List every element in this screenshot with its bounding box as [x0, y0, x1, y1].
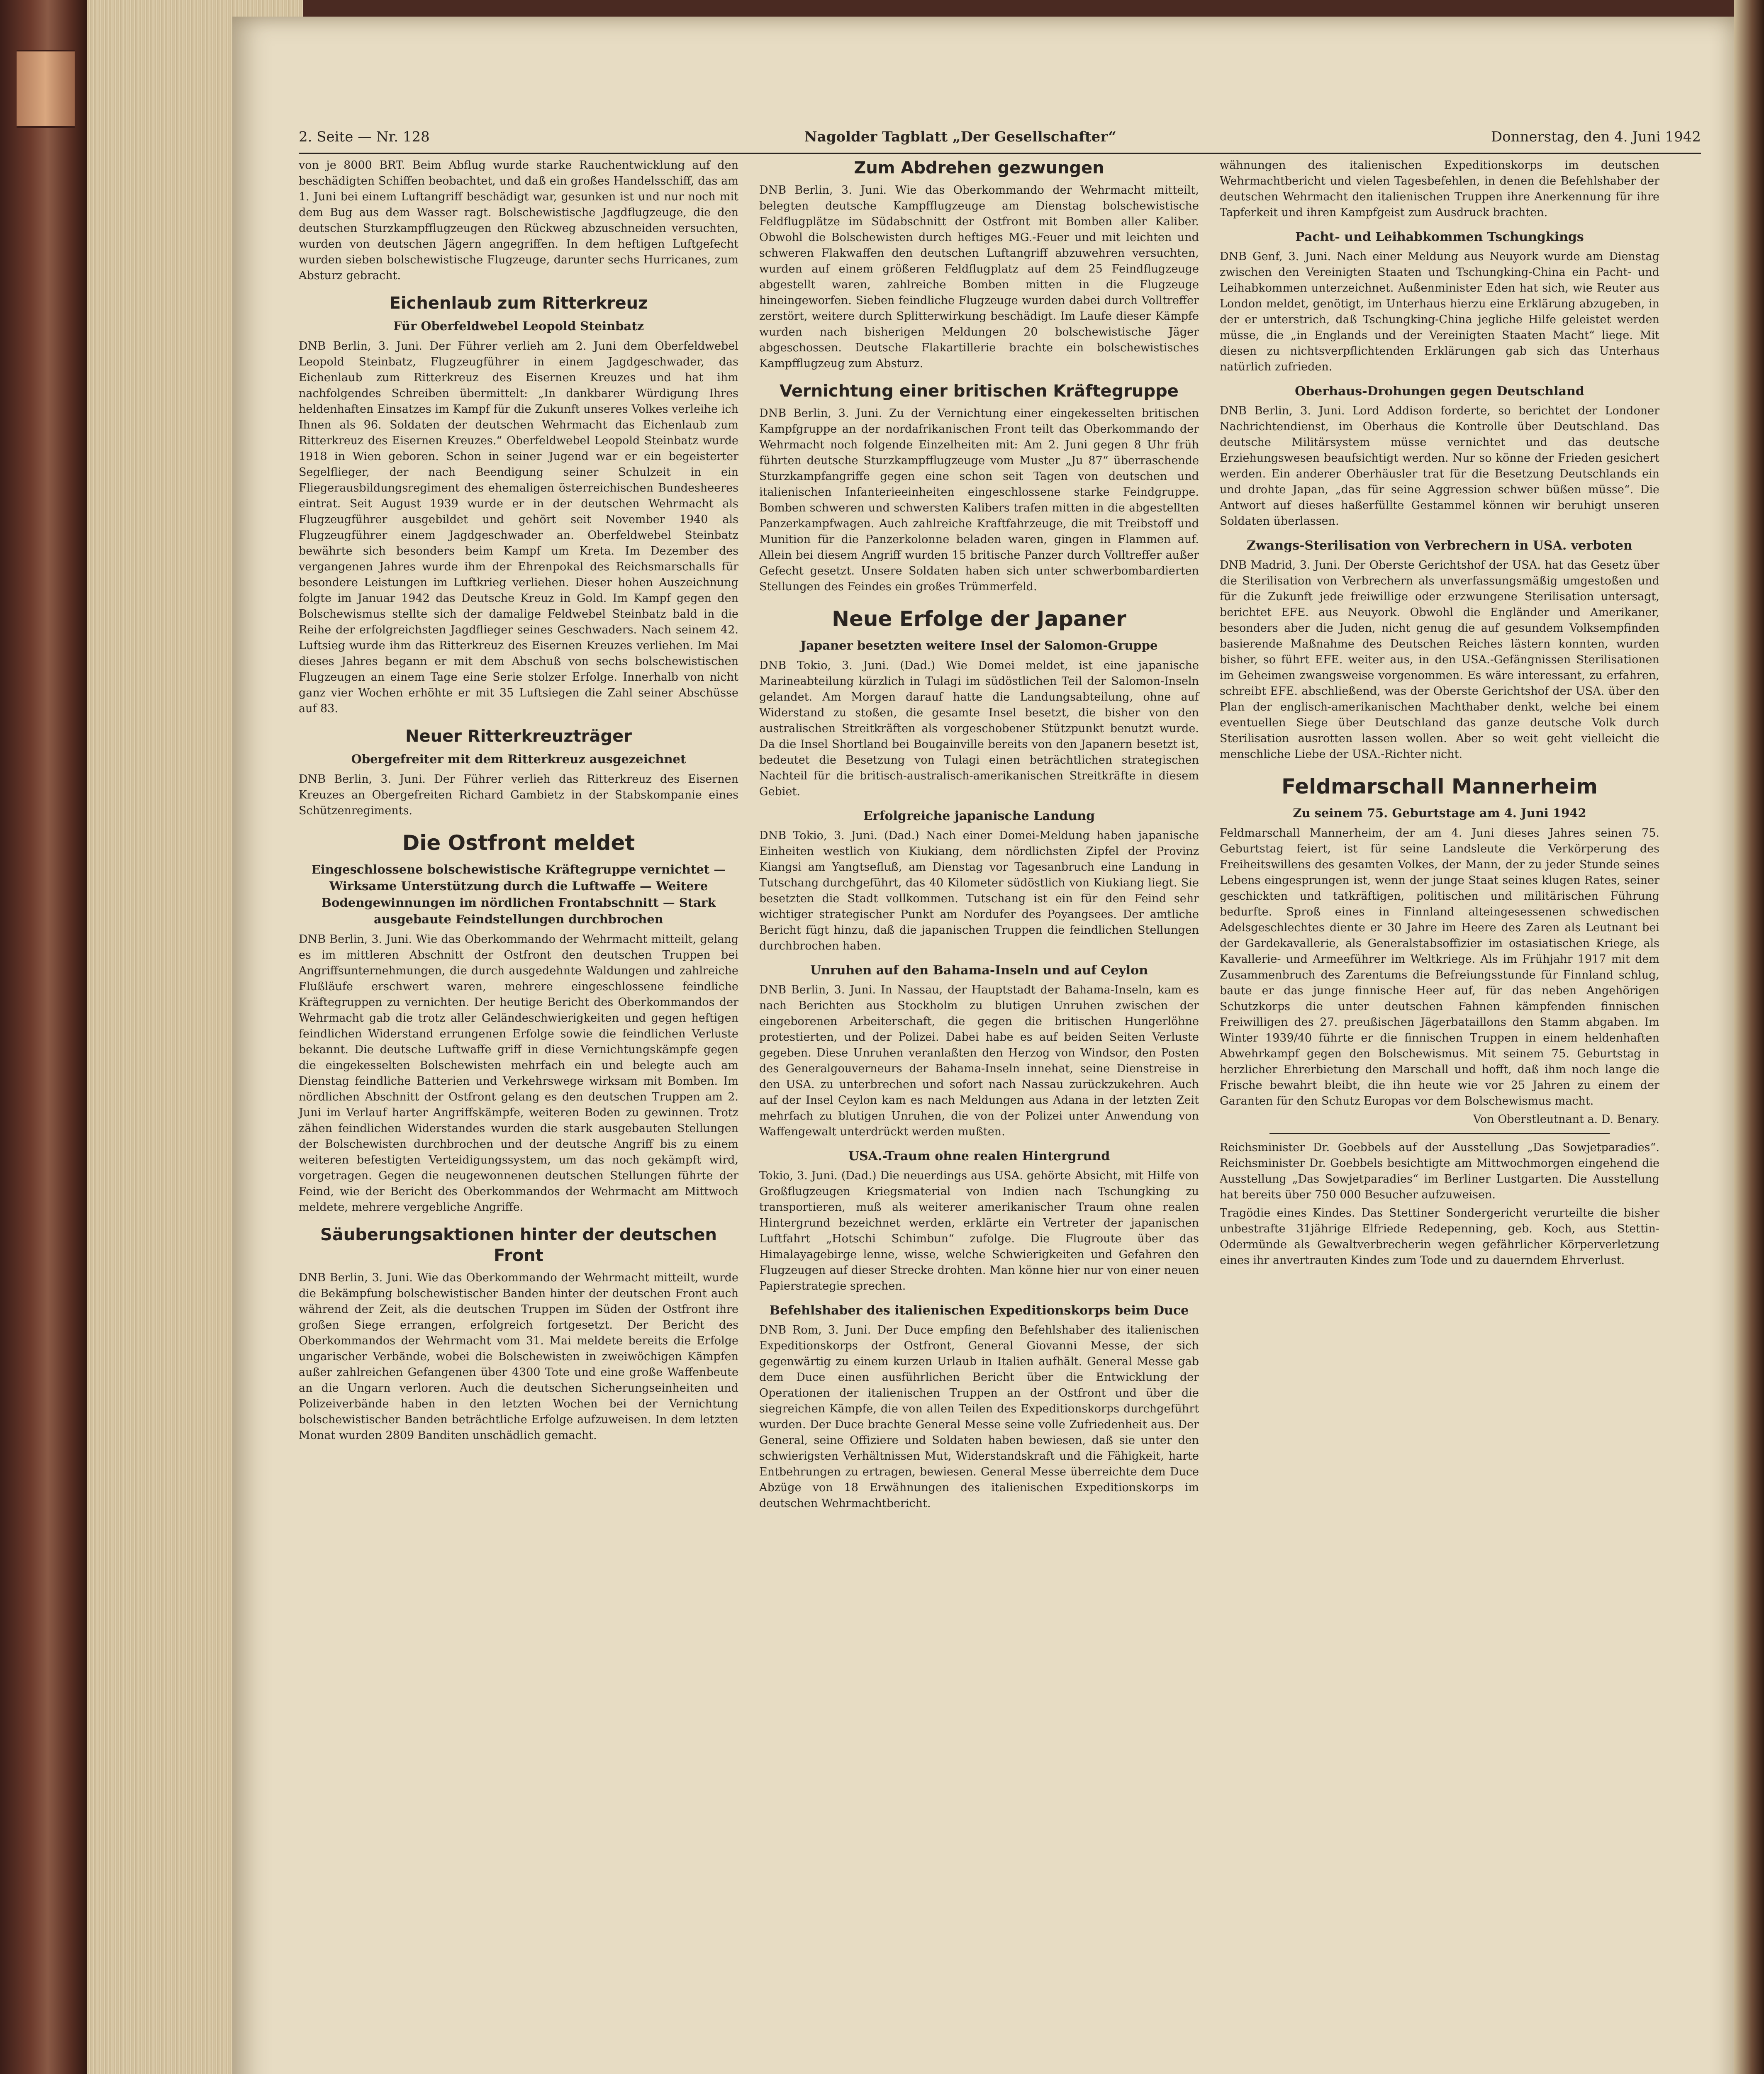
headline: Pacht- und Leihabkommen Tschungkings: [1295, 230, 1584, 244]
column-1: [299, 158, 738, 1446]
article-text: DNB Berlin, 3. Juni. Der Führer verlieh am 2. Juni dem Oberfeldwebel Leopold Steinbatz, Flugzeugführer in einem Jagdgeschwader, das Eichenlaub zum Ritterkreuz des Eisernen Kreuzes und hat ihm nachfolgendes Schreiben übermittelt: „In dankbarer Würdigung Ihres heldenhaften Einsatzes im Kampf für die Zukunft unseres Volkes verleihe ich Ihnen als 96. Soldaten der deutschen Wehrmacht das Eichenlaub zum Ritterkreuz des Eisernen Kreuzes.“ Oberfeldwebel Leopold Steinbatz wurde 1918 in Wien geboren. Schon in seiner Jugend war er ein begeisterter Segelflieger, der nach Beendigung seiner Schulzeit in ein Fliegerausbildungsregiment des ehemaligen österreichischen Bundesheeres eintrat. Seit August 1939 wurde er in der deutschen Wehrmacht als Flugzeugführer ausgebildet und gehört seit November 1940 als Flugzeugführer einem Jagdgeschwader an. Oberfeldwebel Steinbatz bewährte sich besonders beim Kampf um Kreta. Im Dezember des vergangenen Jahres wurde ihm der Ehrenpokal des Reichsmarschalls für besondere Leistungen im Luftkrieg verliehen. Dieser hohen Auszeichnung folgte im Januar 1942 das Deutsche Kreuz in Gold. Im Kampf gegen den Bolschewismus stellte sich der damalige Feldwebel Steinbatz bald in die Reihe der erfolgreichsten Jagdflieger seines Geschwaders. Nach seinem 42. Luftsieg wurde ihm das Ritterkreuz des Eisernen Kreuzes verliehen. Im Mai dieses Jahres begann er mit dem Abschuß von sechs bolschewistischen Flugzeugen an einem Tage eine Serie stolzer Erfolge. Innerhalb von nicht ganz vier Wochen erhöhte er mit 35 Luftsiegen die Zahl seiner Abschüsse auf 83.: [299, 340, 738, 715]
column-3: [1220, 158, 1659, 1271]
right-page-fold: [1734, 0, 1764, 2074]
subheadline: Obergefreiter mit dem Ritterkreuz ausgezeichnet: [351, 752, 686, 766]
article-text: DNB Berlin, 3. Juni. Lord Addison forderte, so berichtet der Londoner Nachrichtendienst, im Oberhaus die Kontrolle über Deutschland. Das deutsche Militärsystem müsse vernichtet und das deutsche Erziehungswesen beaufsichtigt werden. Nur so könne der Frieden gesichert werden. Ein anderer Oberhäusler trat für die Besetzung Deutschlands ein und drohte Japan, „das für seine Aggression schwer büßen müsse“. Die Antwort auf dieses haßerfüllte Gestammel können wir beruhigt unseren Soldaten überlassen.: [1220, 404, 1659, 528]
article-text: Tokio, 3. Juni. (Dad.) Die neuerdings aus USA. gehörte Absicht, mit Hilfe von Großflugzeugen Kriegsmaterial von Indien nach Tschungking zu transportieren, muß als weiterer amerikanischer Traum ohne realen Hintergrund bezeichnet werden, erklärte ein Vertreter der japanischen Luftfahrt „Hotschi Schimbun“ zufolge. Die Flugroute über das Himalayagebirge lenne, wisse, welche Schwierigkeiten und Gefahren den Flugzeugen auf dieser Strecke drohten. Man könne hier nur von einer neuen Papierstrategie sprechen.: [759, 1169, 1199, 1293]
divider: [1269, 1133, 1610, 1134]
headline: Vernichtung einer britischen Kräftegruppe: [780, 382, 1179, 401]
article-text: DNB Madrid, 3. Juni. Der Oberste Gerichtshof der USA. hat das Gesetz über die Sterilisation von Verbrechern als unverfassungsmäßig umgestoßen und für die Zukunft jede freiwillige oder erzwungene Sterilisation untersagt, berichtet EFE. aus Neuyork. Obwohl die Engländer und Amerikaner, besonders aber die Juden, nicht genug die auf gesundem Volksempfinden basierende Maßnahme des Deutschen Reiches lästern konnten, wurden bisher, so führt EFE. weiter aus, in den USA.-Gefängnissen Sterilisationen im Geheimen zwangsweise vorgenommen. Es wäre interessant, zu erfahren, schreibt EFE. abschließend, was der Oberste Gerichtshof der USA. über den Plan der englisch-amerikanischen Machthaber denkt, welche bei einem eventuellen Siege über Deutschland das ganze deutsche Volk durch Sterilisation ausrotten lassen wollen. Aber so weit geht vielleicht die menschliche Liebe der USA.-Richter nicht.: [1220, 559, 1659, 761]
headline: Säuberungsaktionen hinter der deutschen Front: [320, 1225, 717, 1265]
article-text: DNB Berlin, 3. Juni. In Nassau, der Hauptstadt der Bahama-Inseln, kam es nach Berichten aus Stockholm zu blutigen Unruhen zwischen der eingeborenen Arbeiterschaft, die gegen die britischen Hungerlöhne protestierten, und der Polizei. Dabei habe es auf beiden Seiten Verluste gegeben. Diese Unruhen veranlaßten den Herzog von Windsor, den Posten des Generalgouverneurs der Bahama-Inseln innehat, seine Dienstreise in den USA. zu unterbrechen und sofort nach Nassau zurückzukehren. Auch auf der Insel Ceylon kam es nach Meldungen aus Adana in der letzten Zeit mehrfach zu blutigen Unruhen, die von der Polizei unter Anwendung von Waffengewalt unterdrückt werden mußten.: [759, 983, 1199, 1138]
headline: Unruhen auf den Bahama-Inseln und auf Ceylon: [810, 963, 1148, 978]
subheadline: Japaner besetzten weitere Insel der Salomon-Gruppe: [800, 638, 1158, 652]
page-number: 2. Seite — Nr. 128: [299, 129, 430, 145]
article-text: DNB Berlin, 3. Juni. Wie das Oberkommando der Wehrmacht mitteilt, gelang es im mittleren Abschnitt der Ostfront den deutschen Truppen bei Angriffsunternehmungen, die durch ausgedehnte Waldungen und zahlreiche Flußläufe erschwert waren, mehrere eingeschlossene feindliche Kräftegruppen zu vernichten. Der heutige Bericht des Oberkommandos der Wehrmacht gab die trotz aller Geländeschwierigkeiten und gegen heftigen feindlichen Widerstand errungenen Erfolge sowie die feindlichen Verluste bekannt. Die deutsche Luftwaffe griff in diese Vernichtungskämpfe gegen die eingekesselten Bolschewisten mehrfach ein und belegte auch am Dienstag feindliche Batterien und Verkehrswege wirksam mit Bomben. Im nördlichen Abschnitt der Ostfront gelang es den deutschen Truppen am 2. Juni im Verlauf harter Angriffskämpfe, weiteren Boden zu gewinnen. Trotz zähen feindlichen Widerstandes wurden die stark ausgebauten Stellungen der Bolschewisten durchbrochen und der deutsche Angriff bis zu einem weiteren befestigten Verteidigungssystem, um das noch gekämpft wird, vorgetragen. Gegen die neugewonnenen deutschen Stellungen führte der Feind, wie der Bericht des Oberkommandos der Wehrmacht am Mittwoch meldete, mehrere vergebliche Angriffe.: [299, 933, 738, 1214]
subheadline: Für Oberfeldwebel Leopold Steinbatz: [393, 319, 644, 333]
headline: USA.-Traum ohne realen Hintergrund: [848, 1149, 1110, 1164]
article-text: Reichsminister Dr. Goebbels auf der Ausstellung „Das Sowjetparadies“. Reichsminister Dr. Goebbels besichtigte am Mittwochmorgen eingehend die Ausstellung „Das Sowjetparadies“ im Berliner Lustgarten. Die Ausstellung hat bereits über 750 000 Besucher aufzuweisen.: [1220, 1141, 1659, 1201]
book-binding: [0, 0, 87, 2074]
article-text: DNB Berlin, 3. Juni. Wie das Oberkommando der Wehrmacht mitteilt, wurde die Bekämpfung bolschewistischer Banden hinter der deutschen Front auch während der Zeit, als die deutschen Truppen im Süden der Ostfront ihre großen Siege errangen, erfolgreich fortgesetzt. Der Bericht des Oberkommandos der Wehrmacht vom 31. Mai meldete bereits die Erfolge ungarischer Verbände, wobei die Bolschewisten in zweiwöchigen Kämpfen außer zahlreichen Gefangenen über 4300 Tote und eine große Waffenbeute an die Ungarn verloren. Auch die deutschen Sicherungseinheiten und Polizeiverbände haben in den letzten Wochen bei der Vernichtung bolschewistischer Banden beträchtliche Erfolge aufzuweisen. In dem letzten Monat wurden 2809 Banditen unschädlich gemacht.: [299, 1271, 738, 1442]
article-author: Von Oberstleutnant a. D. Benary.: [1473, 1113, 1659, 1126]
binding-band: [17, 50, 75, 128]
paper-title: Nagolder Tagblatt „Der Gesellschafter“: [804, 129, 1116, 145]
headline: Zwangs-Sterilisation von Verbrechern in USA. verboten: [1247, 538, 1632, 553]
article-text: DNB Berlin, 3. Juni. Der Führer verlieh das Ritterkreuz des Eisernen Kreuzes an Obergefreiten Richard Gambietz in der Stabskompanie eines Schützenregiments.: [299, 773, 738, 817]
headline: Neue Erfolge der Japaner: [832, 607, 1126, 631]
article-text: DNB Berlin, 3. Juni. Zu der Vernichtung einer eingekesselten britischen Kampfgruppe an der nordafrikanischen Front teilt das Oberkommando der Wehrmacht noch folgende Einzelheiten mit: Am 2. Juni gegen 8 Uhr früh führten deutsche Sturzkampfflugzeuge vom Muster „Ju 87“ überraschende Sturzkampfangriffe gegen eine schon seit Tagen von deutschen und italienischen Infanterieeinheiten eingeschlossene starke Feindgruppe. Bomben schweren und schwersten Kalibers trafen mitten in die abgestellten Panzerkampfwagen. Auch zahlreiche Kraftfahrzeuge, die mit Treibstoff und Munition für die Panzerkolonne beladen waren, gingen in Flammen auf. Allein bei diesem Angriff wurden 15 britische Panzer durch Volltreffer außer Gefecht gesetzt. Unsere Soldaten haben sich unter schwerbombardierten Stellungen des Feindes ein großes Trümmerfeld.: [759, 407, 1199, 593]
headline: Zum Abdrehen gezwungen: [854, 158, 1104, 178]
article-text: DNB Tokio, 3. Juni. (Dad.) Wie Domei meldet, ist eine japanische Marineabteilung kürzlich in Tulagi im südöstlichen Teil der Salomon-Inseln gelandet. Am Morgen darauf hatte die Landungsabteilung, ohne auf Widerstand zu stoßen, die gesamte Insel besetzt, die bisher von den australischen Streitkräften als vorgeschobener Stützpunkt benutzt wurde. Da die Insel Shortland bei Bougainville bereits von den Japanern besetzt ist, bedeutet die Besetzung von Tulagi einen beträchtlichen strategischen Nachteil für die britisch-australisch-amerikanischen Streitkräfte in diesem Gebiet.: [759, 659, 1199, 798]
subheadline: Eingeschlossene bolschewistische Kräftegruppe vernichtet — Wirksame Unterstützung durch die Luftwaffe — Weitere Bodengewinnungen im nördlichen Frontabschnitt — Stark ausgebaute Feindstellungen durchbrochen: [311, 862, 726, 926]
column-2: [759, 158, 1199, 1514]
article-text: DNB Berlin, 3. Juni. Wie das Oberkommando der Wehrmacht mitteilt, belegten deutsche Kampfflugzeuge am Dienstag bolschewistische Feldflugplätze im Südabschnitt der Ostfront mit Bomben aller Kaliber. Obwohl die Bolschewisten durch heftiges MG.-Feuer und mit leichten und schweren Flakwaffen den deutschen Luftangriff abzuwehren versuchten, wurden auf einem größeren Feldflugplatz auf dem 25 Feindflugzeuge abgestellt waren, zahlreiche Bomben mitten in die Flugzeuge hineingeworfen. Sieben feindliche Flugzeuge wurden dabei durch Volltreffer zerstört, weitere durch Splitterwirkung beschädigt. Im Laufe dieser Kämpfe wurden nach bisherigen Meldungen 20 bolschewistische Jäger abgeschossen. Deutsche Flakartillerie brachte ein bolschewistisches Kampfflugzeug zum Absturz.: [759, 184, 1199, 370]
masthead: [299, 124, 1701, 154]
headline: Feldmarschall Mannerheim: [1282, 774, 1598, 798]
article-text: DNB Genf, 3. Juni. Nach einer Meldung aus Neuyork wurde am Dienstag zwischen den Vereinigten Staaten und Tschungking-China ein Pacht- und Leihabkommen unterzeichnet. Außenminister Eden hat sich, wie Reuter aus London meldet, genötigt, im Unterhaus hierzu eine Erklärung abzugeben, in der er unterstrich, daß Tschungking-China jegliche Hilfe geleistet werden müsse, die „in Englands und der Vereinigten Staaten Macht“ liege. Mit diesen zu nichtsverpflichtenden Erklärungen gab sich das Unterhaus natürlich zufrieden.: [1220, 250, 1659, 373]
article-text: DNB Tokio, 3. Juni. (Dad.) Nach einer Domei-Meldung haben japanische Einheiten westlich von Kiukiang, dem nördlichsten Zipfel der Provinz Kiangsi am Yangtsefluß, am Dienstag vor Tagesanbruch eine Landung in Tutschang durchgeführt, das 40 Kilometer südöstlich von Kiukiang liegt. Sie besetzten die Stadt vollkommen. Tutschang ist ein für den Feind sehr wichtiger strategischer Punkt am Nordufer des Poyangsees. Der amtliche Bericht fügt hinzu, daß die japanischen Truppen die feindlichen Stellungen durchbrochen haben.: [759, 829, 1199, 952]
headline: Neuer Ritterkreuzträger: [405, 727, 632, 746]
issue-date: Donnerstag, den 4. Juni 1942: [1491, 129, 1701, 145]
article-text: von je 8000 BRT. Beim Abflug wurde starke Rauchentwicklung auf den beschädigten Schiffen beobachtet, und daß ein großes Handelsschiff, das am 1. Juni bei einem Luftangriff beschädigt war, gesunken ist und nur noch mit dem Bug aus dem Wasser ragt. Bolschewistische Jagdflugzeuge, die den deutschen Sturzkampfflugzeugen den Rückweg abzuschneiden versuchten, wurden von deutschen Jägern angegriffen. In dem heftigen Luftgefecht wurden sieben bolschewistische Flugzeuge, darunter sechs Hurricanes, zum Absturz gebracht.: [299, 159, 738, 282]
article-text: wähnungen des italienischen Expeditionskorps im deutschen Wehrmachtbericht und vielen Tagesbefehlen, in denen die Befehlshaber der deutschen Wehrmacht den italienischen Truppen ihre Anerkennung für ihre Tapferkeit und ihren Kampfgeist zum Ausdruck brachten.: [1220, 159, 1659, 219]
headline: Die Ostfront meldet: [402, 831, 635, 855]
headline: Befehlshaber des italienischen Expeditionskorps beim Duce: [769, 1303, 1189, 1318]
article-text: Tragödie eines Kindes. Das Stettiner Sondergericht verurteilte die bisher unbestrafte 31jährige Elfriede Redepenning, geb. Koch, aus Stettin-Odermünde als Gewaltverbrecherin wegen gefährlicher Körperverletzung eines ihr anvertrauten Kindes zum Tode und zu dauerndem Ehrverlust.: [1220, 1207, 1659, 1267]
newspaper-page: [232, 17, 1734, 2074]
headline: Eichenlaub zum Ritterkreuz: [389, 294, 648, 313]
article-text: Feldmarschall Mannerheim, der am 4. Juni dieses Jahres seinen 75. Geburtstag feiert, ist für seine Landsleute die Verkörperung des Freiheitswillens des gesamten Volkes, der Mann, der zu jeder Stunde seines Lebens eingesprungen ist, wenn der junge Staat seines klugen Rates, seiner geschickten und tatkräftigen, politischen und militärischen Führung bedurfte. Sproß eines in Finnland alteingesessenen schwedischen Adelsgeschlechtes diente er 30 Jahre im Heere des Zaren als Leutnant bei der Gardekavallerie, als Generalstabsoffizier im ostasiatischen Kriege, als Kavallerie- und Armeeführer im Weltkriege. Als im Frühjahr 1917 mit dem Zusammenbruch des Zarentums die Befreiungsstunde für Finnland schlug, baute er das junge finnische Heer auf, für das neben Angehörigen Schutzkorps die unter deutschen Fahnen kämpfenden finnischen Freiwilligen des 27. preußischen Jägerbataillons den Stamm abgaben. Im Winter 1939/40 führte er die finnischen Truppen in einem heldenhaften Abwehrkampf gegen den Bolschewismus. Mit seinem 75. Geburtstag in herzlicher Ehrerbietung den Marschall und hofft, daß ihm noch lange die Frische bewahrt bleibt, die ihn heute wie vor 25 Jahren zu einem der Garanten für den Schutz Europas vor dem Bolschewismus macht.: [1220, 827, 1659, 1108]
headline: Oberhaus-Drohungen gegen Deutschland: [1295, 384, 1584, 399]
subheadline: Zu seinem 75. Geburtstage am 4. Juni 1942: [1293, 806, 1586, 820]
article-text: DNB Rom, 3. Juni. Der Duce empfing den Befehlshaber des italienischen Expeditionskorps der Ostfront, General Giovanni Messe, der sich gegenwärtig zu einem kurzen Urlaub in Italien aufhält. General Messe gab dem Duce einen ausführlichen Bericht über die Entwicklung der Operationen der italienischen Truppen an der Ostfront und über die siegreichen Kämpfe, die von allen Teilen des Expeditionskorps durchgeführt wurden. Der Duce brachte General Messe seine volle Zufriedenheit aus. Der General, seine Offiziere und Soldaten haben bewiesen, daß sie unter den schwierigsten Verhältnissen Mut, Widerstandskraft und die Fähigkeit, harte Entbehrungen zu ertragen, bewiesen. General Messe überreichte dem Duce Abzüge von 18 Erwähnungen des italienischen Expeditionskorps im deutschen Wehrmachtbericht.: [759, 1324, 1199, 1510]
headline: Erfolgreiche japanische Landung: [863, 809, 1095, 823]
